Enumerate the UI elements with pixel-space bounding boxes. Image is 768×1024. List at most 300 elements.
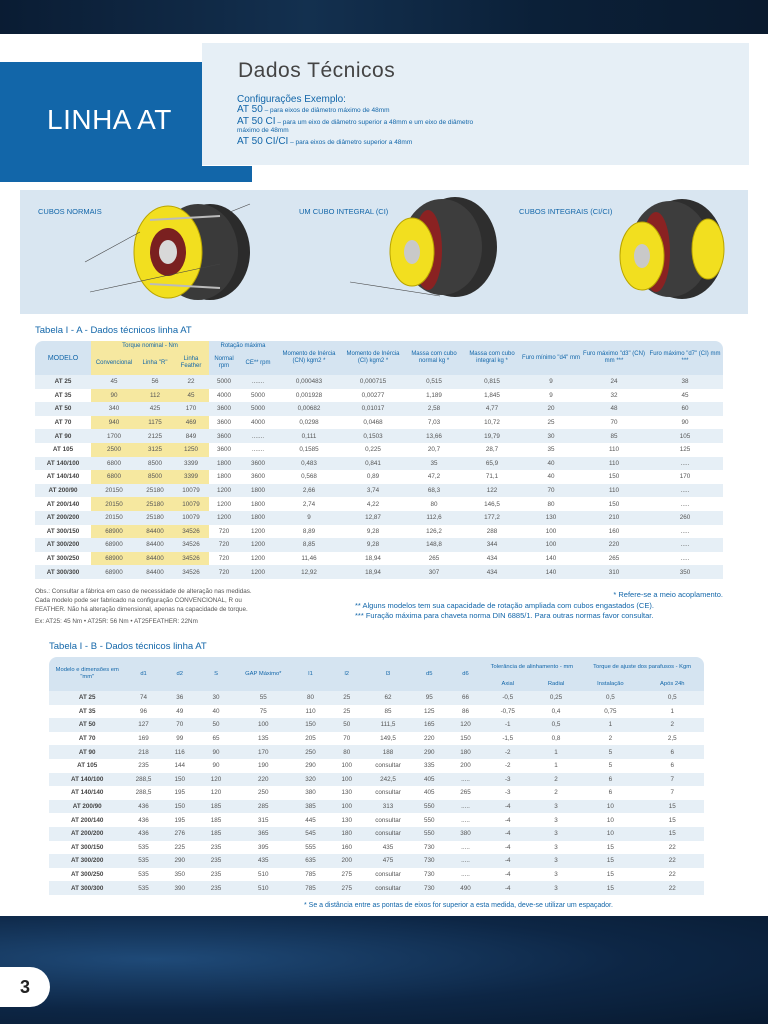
model-cell: AT 105 <box>49 759 125 773</box>
table-row <box>49 854 704 868</box>
table-cell: 127 <box>125 718 161 732</box>
table-cell: 100 <box>521 538 581 552</box>
table-cell: 85 <box>581 429 647 443</box>
table-cell: 10 <box>580 827 640 841</box>
table-cell: 10079 <box>173 511 209 525</box>
table-cell: 140 <box>521 565 581 579</box>
table-cell: 785 <box>292 881 328 895</box>
table-cell: 2 <box>580 732 640 746</box>
col-b-group-tolerance: Tolerância de alinhamento - mm <box>484 657 581 677</box>
table-cell: 200 <box>329 854 365 868</box>
table-cell: 1700 <box>91 429 137 443</box>
table-cell: 730 <box>411 841 447 855</box>
table-cell: ..... <box>647 552 723 566</box>
table-cell: 1 <box>532 759 580 773</box>
table-cell: 150 <box>162 800 198 814</box>
table-cell: 12,87 <box>341 511 405 525</box>
table-cell: 0,5 <box>580 691 640 705</box>
table-cell: 4,77 <box>463 402 521 416</box>
table-cell: 3600 <box>209 443 239 457</box>
table-cell: 550 <box>411 827 447 841</box>
col-b-modelo: Modelo e dimensões em "mm" <box>49 657 125 691</box>
table-cell: ....... <box>239 443 277 457</box>
table-cell: -4 <box>484 868 532 882</box>
table-cell: -1,5 <box>484 732 532 746</box>
table-cell: 18,94 <box>341 565 405 579</box>
table-cell: 8,89 <box>277 525 341 539</box>
table-cell: -4 <box>484 854 532 868</box>
col-group-torque: Torque nominal - Nm <box>91 341 209 351</box>
col-b-instalacao: Instalação <box>580 677 640 691</box>
table-cell: 435 <box>234 854 292 868</box>
model-cell: AT 300/300 <box>35 565 91 579</box>
table-cell: 0,1503 <box>341 429 405 443</box>
table-cell: 110 <box>292 705 328 719</box>
table-cell: ....... <box>239 375 277 389</box>
table-cell: 35 <box>405 457 463 471</box>
table-row <box>35 443 723 457</box>
note-line: * Refere-se a meio acoplamento. <box>613 590 723 599</box>
table-cell: 288,5 <box>125 786 161 800</box>
table-cell: 125 <box>647 443 723 457</box>
table-cell: 0,00682 <box>277 402 341 416</box>
table-cell: 6800 <box>91 470 137 484</box>
table-cell: -1 <box>484 718 532 732</box>
table-cell: 2,74 <box>277 497 341 511</box>
table-cell: 84400 <box>137 538 173 552</box>
table-cell: 3 <box>532 841 580 855</box>
col-massa-integral: Massa com cubo integral kg * <box>463 341 521 375</box>
table-cell: 111,5 <box>365 718 411 732</box>
table-cell: 7 <box>641 773 704 787</box>
table-cell: 62 <box>365 691 411 705</box>
table-cell: 265 <box>405 552 463 566</box>
table-cell: 9,28 <box>341 538 405 552</box>
table-cell: 7,03 <box>405 416 463 430</box>
table-cell: 469 <box>173 416 209 430</box>
table-row <box>49 813 704 827</box>
model-cell: AT 300/200 <box>35 538 91 552</box>
table-cell: 1 <box>580 718 640 732</box>
table-cell: 1800 <box>239 497 277 511</box>
table-cell: 0,5 <box>532 718 580 732</box>
table-row <box>35 457 723 471</box>
coupling-integral-hubs-illustration <box>612 194 742 304</box>
table-cell: 8500 <box>137 470 173 484</box>
table-cell: 1,189 <box>405 389 463 403</box>
table-cell: 110 <box>581 443 647 457</box>
table-cell: 265 <box>447 786 483 800</box>
coupling-images-panel <box>20 190 748 314</box>
table-cell: 350 <box>647 565 723 579</box>
table-cell: 120 <box>447 718 483 732</box>
table-cell: 275 <box>329 868 365 882</box>
table-cell: ..... <box>447 854 483 868</box>
table-cell: 290 <box>411 745 447 759</box>
table-cell: 80 <box>292 691 328 705</box>
table-cell: -4 <box>484 881 532 895</box>
col-b-gap: GAP Máximo* <box>234 657 292 691</box>
table-cell: 0,568 <box>277 470 341 484</box>
table-b-dimensions <box>49 657 704 895</box>
table-cell: 210 <box>581 511 647 525</box>
table-row <box>49 705 704 719</box>
table-row <box>35 497 723 511</box>
table-row <box>49 868 704 882</box>
table-cell: 68900 <box>91 565 137 579</box>
table-cell: 205 <box>292 732 328 746</box>
table-cell: 235 <box>198 841 234 855</box>
bottom-decorative-band <box>0 916 768 1024</box>
table-cell: 3600 <box>209 416 239 430</box>
table-cell: 70 <box>581 416 647 430</box>
table-cell: -3 <box>484 786 532 800</box>
table-cell: 720 <box>209 565 239 579</box>
table-cell: 1200 <box>239 538 277 552</box>
table-cell: 3 <box>532 881 580 895</box>
table-cell: 3600 <box>239 457 277 471</box>
table-row <box>35 538 723 552</box>
table-cell: 10 <box>580 813 640 827</box>
table-cell: 177,2 <box>463 511 521 525</box>
table-cell: 15 <box>580 841 640 855</box>
brand-underline-bar <box>0 166 252 182</box>
table-cell: 130 <box>329 786 365 800</box>
col-b-d1: d1 <box>125 657 161 691</box>
table-cell: 434 <box>463 565 521 579</box>
table-cell: 75 <box>234 705 292 719</box>
table-cell: 80 <box>521 497 581 511</box>
table-row <box>49 800 704 814</box>
table-cell: 785 <box>292 868 328 882</box>
table-cell: -4 <box>484 827 532 841</box>
table-cell: 200 <box>447 759 483 773</box>
table-cell: 1800 <box>209 457 239 471</box>
coupling-one-integral-hub-illustration <box>340 192 510 310</box>
table-cell: 1250 <box>173 443 209 457</box>
table-cell: 434 <box>463 552 521 566</box>
table-cell: 150 <box>581 470 647 484</box>
table-cell: 10079 <box>173 484 209 498</box>
table-cell: 535 <box>125 841 161 855</box>
table-cell: -3 <box>484 773 532 787</box>
table-cell: 135 <box>234 732 292 746</box>
table-cell: -2 <box>484 759 532 773</box>
table-cell: 344 <box>463 538 521 552</box>
table-cell: 66 <box>447 691 483 705</box>
table-cell: 235 <box>198 868 234 882</box>
col-b-d6: d6 <box>447 657 483 691</box>
model-cell: AT 140/140 <box>49 786 125 800</box>
table-cell: 0,225 <box>341 443 405 457</box>
table-cell: 25 <box>329 705 365 719</box>
table-cell: 1800 <box>239 484 277 498</box>
table-cell: ..... <box>647 497 723 511</box>
table-cell: 3 <box>532 800 580 814</box>
table-cell: 0,483 <box>277 457 341 471</box>
table-cell: 185 <box>198 813 234 827</box>
table-cell: 130 <box>329 813 365 827</box>
table-cell: 0,815 <box>463 375 521 389</box>
table-cell: 22 <box>641 868 704 882</box>
table-cell: 436 <box>125 813 161 827</box>
model-cell: AT 70 <box>49 732 125 746</box>
table-cell: 180 <box>447 745 483 759</box>
table-cell: 90 <box>198 759 234 773</box>
table-cell: 160 <box>329 841 365 855</box>
col-linha-r: Linha "R" <box>137 351 173 375</box>
table-cell: 250 <box>292 745 328 759</box>
table-cell: 3 <box>532 868 580 882</box>
table-cell: 265 <box>581 552 647 566</box>
col-momento-cn: Momento de Inércia (CN) kgm2 * <box>277 341 341 375</box>
table-row <box>49 786 704 800</box>
table-a-caption: Tabela I - A - Dados técnicos linha AT <box>35 325 192 336</box>
table-cell: ..... <box>447 868 483 882</box>
table-cell: 436 <box>125 827 161 841</box>
table-cell: 0,000483 <box>277 375 341 389</box>
table-cell: 22 <box>173 375 209 389</box>
table-cell: 190 <box>234 759 292 773</box>
model-cell: AT 140/100 <box>49 773 125 787</box>
table-cell: consultar <box>365 759 411 773</box>
table-cell: 15 <box>641 800 704 814</box>
table-cell: 20150 <box>91 484 137 498</box>
table-cell: 48 <box>581 402 647 416</box>
table-cell: 9 <box>521 389 581 403</box>
model-cell: AT 25 <box>49 691 125 705</box>
table-cell: 140 <box>521 552 581 566</box>
image-label-one-integral-hub: UM CUBO INTEGRAL (CI) <box>299 207 389 216</box>
col-b-l3: l3 <box>365 657 411 691</box>
table-cell: 100 <box>329 759 365 773</box>
table-cell: 385 <box>292 800 328 814</box>
table-cell: 99 <box>162 732 198 746</box>
note-line: Ex: AT25: 45 Nm • AT25R: 56 Nm • AT25FEATHER: 22Nm <box>35 618 198 625</box>
table-cell: 1 <box>532 745 580 759</box>
table-cell: 350 <box>162 868 198 882</box>
table-cell: 2 <box>532 773 580 787</box>
model-cell: AT 105 <box>35 443 91 457</box>
table-cell: -0,5 <box>484 691 532 705</box>
table-cell: 0,1585 <box>277 443 341 457</box>
table-cell: 288,5 <box>125 773 161 787</box>
table-a-notes-right <box>355 590 723 622</box>
table-cell: 150 <box>292 718 328 732</box>
table-cell: 1 <box>641 705 704 719</box>
col-momento-ci: Momento de Inércia (CI) kgm2 * <box>341 341 405 375</box>
table-cell: 96 <box>125 705 161 719</box>
table-row <box>49 773 704 787</box>
table-row <box>35 484 723 498</box>
table-cell: consultar <box>365 881 411 895</box>
table-cell: 2,66 <box>277 484 341 498</box>
table-cell: 2,5 <box>641 732 704 746</box>
table-cell: 34526 <box>173 552 209 566</box>
table-row <box>35 375 723 389</box>
table-cell: 130 <box>521 511 581 525</box>
model-cell: AT 200/200 <box>35 511 91 525</box>
table-cell: 9,28 <box>341 525 405 539</box>
table-cell: 105 <box>647 429 723 443</box>
table-cell: 195 <box>162 786 198 800</box>
table-cell: 3 <box>532 827 580 841</box>
table-row <box>49 745 704 759</box>
config-item <box>237 118 477 135</box>
table-cell: 0,25 <box>532 691 580 705</box>
col-b-axial: Axial <box>484 677 532 691</box>
table-cell: 15 <box>580 868 640 882</box>
col-group-rotation: Rotação máxima <box>209 341 277 351</box>
table-cell: 3399 <box>173 457 209 471</box>
table-cell: 1,845 <box>463 389 521 403</box>
table-cell: ..... <box>447 841 483 855</box>
table-row <box>35 429 723 443</box>
table-cell: 380 <box>292 786 328 800</box>
col-b-d5: d5 <box>411 657 447 691</box>
table-cell: 8,85 <box>277 538 341 552</box>
table-row <box>35 511 723 525</box>
table-cell: 1200 <box>239 552 277 566</box>
table-cell: 550 <box>411 800 447 814</box>
table-cell: 20150 <box>91 497 137 511</box>
model-cell: AT 35 <box>49 705 125 719</box>
model-cell: AT 300/150 <box>35 525 91 539</box>
table-cell: 22 <box>641 854 704 868</box>
table-cell: 22 <box>641 841 704 855</box>
table-cell: consultar <box>365 813 411 827</box>
table-cell: 0,0298 <box>277 416 341 430</box>
table-cell: 730 <box>411 854 447 868</box>
table-cell: 940 <box>91 416 137 430</box>
table-cell: 40 <box>198 705 234 719</box>
col-b-s: S <box>198 657 234 691</box>
col-convencional: Convencional <box>91 351 137 375</box>
table-cell: ..... <box>647 484 723 498</box>
col-b-d2: d2 <box>162 657 198 691</box>
model-cell: AT 300/300 <box>49 881 125 895</box>
table-cell: 150 <box>581 497 647 511</box>
table-cell: ..... <box>647 525 723 539</box>
table-cell: 70 <box>162 718 198 732</box>
table-cell: 4,22 <box>341 497 405 511</box>
table-cell: 3399 <box>173 470 209 484</box>
table-cell: 13,66 <box>405 429 463 443</box>
table-cell: 25180 <box>137 484 173 498</box>
table-cell: 116 <box>162 745 198 759</box>
page-number: 3 <box>0 967 50 1007</box>
col-b-l1: l1 <box>292 657 328 691</box>
table-cell: 30 <box>198 691 234 705</box>
table-cell: 84400 <box>137 565 173 579</box>
table-cell: 555 <box>292 841 328 855</box>
table-cell: 405 <box>411 786 447 800</box>
table-cell: 6 <box>641 759 704 773</box>
table-cell: 55 <box>234 691 292 705</box>
table-cell: 185 <box>198 800 234 814</box>
table-cell: 180 <box>329 827 365 841</box>
table-cell: 188 <box>365 745 411 759</box>
table-cell: 74 <box>125 691 161 705</box>
col-b-l2: l2 <box>329 657 365 691</box>
table-cell: ..... <box>447 773 483 787</box>
table-cell: 90 <box>198 745 234 759</box>
table-cell: 68900 <box>91 538 137 552</box>
model-cell: AT 50 <box>49 718 125 732</box>
config-code: AT 50 CI <box>237 116 276 127</box>
table-b-caption: Tabela I - B - Dados técnicos linha AT <box>49 641 207 652</box>
table-cell: 550 <box>411 813 447 827</box>
table-cell: 1200 <box>239 565 277 579</box>
table-cell: 720 <box>209 525 239 539</box>
table-cell: 10 <box>580 800 640 814</box>
table-cell: 170 <box>647 470 723 484</box>
table-cell: 720 <box>209 538 239 552</box>
table-cell: 0,00277 <box>341 389 405 403</box>
table-cell: 235 <box>198 881 234 895</box>
table-cell: -2 <box>484 745 532 759</box>
table-cell: 220 <box>234 773 292 787</box>
table-cell: 435 <box>365 841 411 855</box>
table-row <box>49 732 704 746</box>
table-cell: 6800 <box>91 457 137 471</box>
table-cell: 38 <box>647 375 723 389</box>
table-cell: 390 <box>162 881 198 895</box>
table-cell: 1800 <box>239 511 277 525</box>
table-cell: 4000 <box>239 416 277 430</box>
table-cell: 169 <box>125 732 161 746</box>
table-cell: 275 <box>329 881 365 895</box>
model-cell: AT 90 <box>49 745 125 759</box>
table-cell: 5000 <box>209 375 239 389</box>
table-cell: 545 <box>292 827 328 841</box>
config-code: AT 50 <box>237 104 263 115</box>
table-cell: 0,111 <box>277 429 341 443</box>
table-cell: -4 <box>484 813 532 827</box>
model-cell: AT 25 <box>35 375 91 389</box>
table-cell: 47,2 <box>405 470 463 484</box>
table-cell: 235 <box>198 854 234 868</box>
table-cell: 20,7 <box>405 443 463 457</box>
table-cell: 45 <box>647 389 723 403</box>
table-cell: 290 <box>292 759 328 773</box>
table-cell: 313 <box>365 800 411 814</box>
table-cell: 720 <box>209 552 239 566</box>
table-cell: 18,94 <box>341 552 405 566</box>
image-label-integral-hubs: CUBOS INTEGRAIS (CI/CI) <box>519 207 613 216</box>
config-desc: – para eixos de diâmetro superior a 48mm <box>288 139 413 146</box>
table-cell: 5000 <box>239 389 277 403</box>
table-cell: -0,75 <box>484 705 532 719</box>
table-cell: 34526 <box>173 538 209 552</box>
table-cell: 3 <box>532 813 580 827</box>
table-cell: 8500 <box>137 457 173 471</box>
table-cell: 32 <box>581 389 647 403</box>
table-cell: 10,72 <box>463 416 521 430</box>
table-cell: 0,5 <box>641 691 704 705</box>
table-cell: 11,46 <box>277 552 341 566</box>
table-cell: 144 <box>162 759 198 773</box>
table-cell: 1200 <box>209 511 239 525</box>
table-cell: 1800 <box>209 470 239 484</box>
table-cell: 6 <box>580 773 640 787</box>
table-cell: 95 <box>411 691 447 705</box>
config-subtitle: Configurações Exemplo: <box>237 94 346 105</box>
table-cell: 7 <box>641 786 704 800</box>
top-decorative-band <box>0 0 768 34</box>
table-cell: 5 <box>580 745 640 759</box>
model-cell: AT 35 <box>35 389 91 403</box>
